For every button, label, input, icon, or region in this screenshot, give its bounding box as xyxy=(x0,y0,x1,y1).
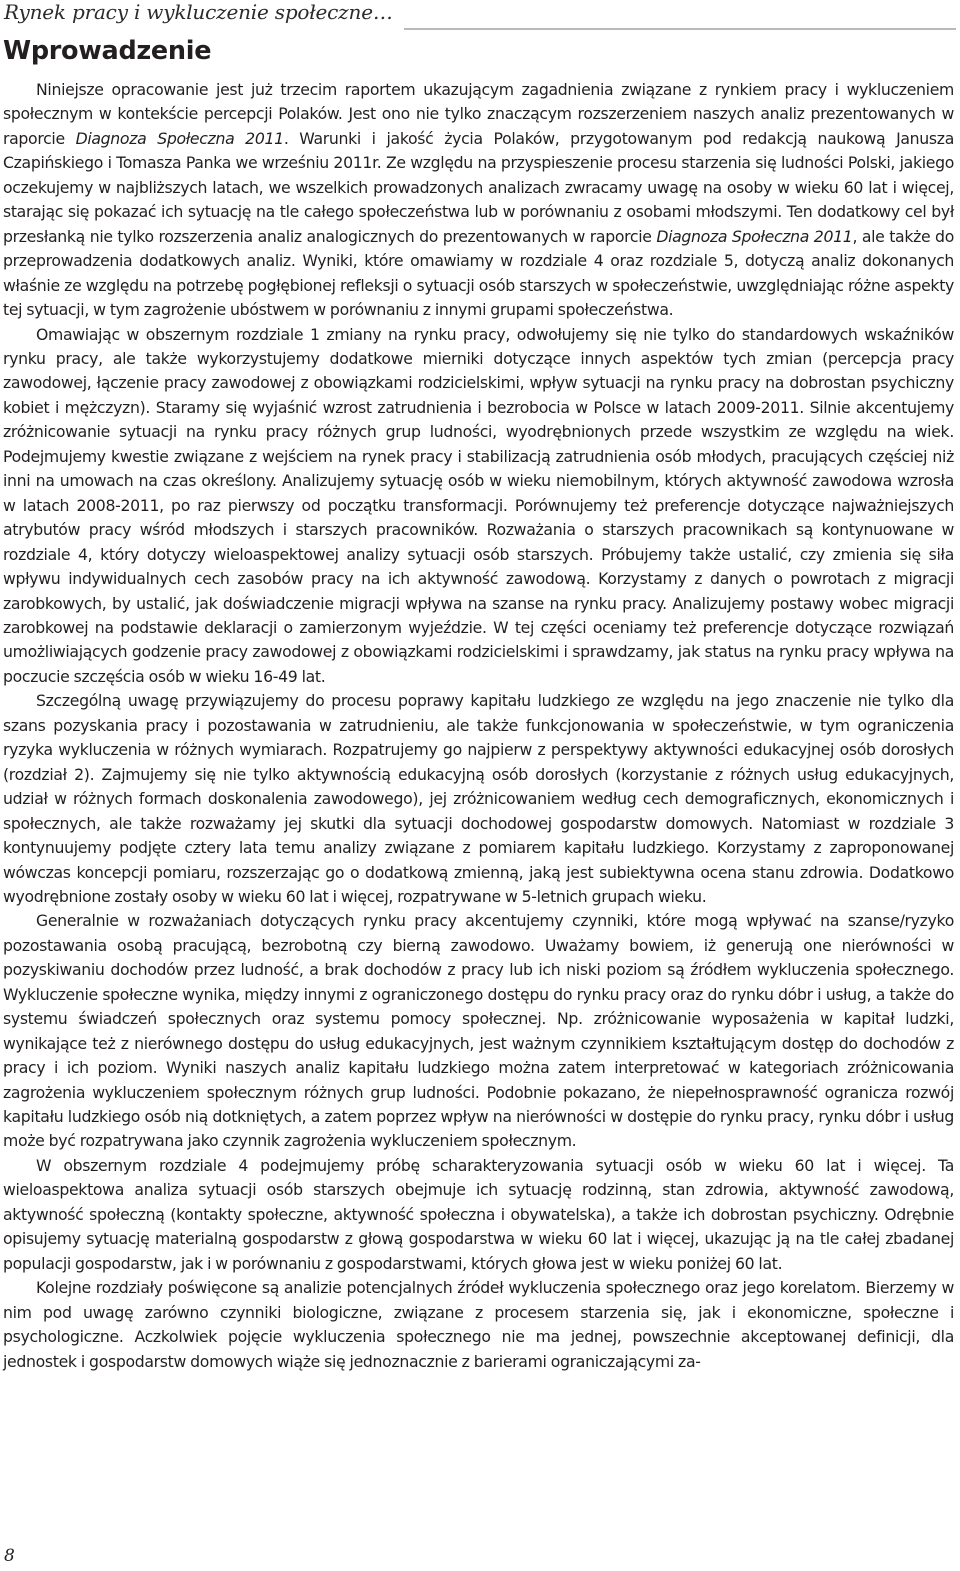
emphasis-title: Diagnoza Społeczna 2011 xyxy=(656,226,853,246)
paragraph xyxy=(3,1154,954,1276)
header-rule xyxy=(404,28,956,30)
paragraph xyxy=(3,1276,954,1374)
text-run: Kolejne rozdziały poświęcone są analizie potencjalnych źródeł wykluczenia społecznego oraz jego korelatom. Bierzemy w nim pod uwagę zarówno czynniki biologiczne, związane z procesem starzenia się, jak i ekonomiczne, społeczne i psychologiczne. Aczkolwiek pojęcie wykluczenia społecznego nie ma jednej, powszechnie akceptowanej definicji, dla jednostek i gospodarstw domowych wiąże się jednoznacznie z barierami ograniczającymi za- xyxy=(3,1278,954,1371)
paragraph xyxy=(3,78,954,323)
paragraph xyxy=(3,909,954,1154)
text-run: . Warunki i jakość życia Polaków, przygotowanym pod redakcją naukową Janusza Czapińskiego i Tomasza Panka we wrześniu 2011r. Ze względu na przyspieszenie procesu starzenia się ludności Polski, jakiego oczekujemy w najbliższych latach, we wszelkich prowadzonych analizach zwracamy uwagę na osoby w wieku 60 lat i więcej, starając się pokazać ich sytuację na tle całego społeczeństwa lub w porównaniu z osobami młodszymi. Ten dodatkowy cel był przesłanką nie tylko rozszerzenia analiz analogicznych do prezentowanych w raporcie xyxy=(3,128,954,246)
running-header-title: Rynek pracy i wykluczenie społeczne… xyxy=(4,0,393,24)
text-run: Niniejsze opracowanie jest już trzecim raportem ukazującym zagadnienia związane z rynkiem pracy i wykluczeniem społecznym w kontekście percepcji Polaków. Jest ono nie tylko znaczącym rozszerzeniem naszych analiz prezentowanych w raporcie xyxy=(3,80,954,148)
text-run: , ale także do przeprowadzenia dodatkowych analiz. Wyniki, które omawiamy w rozdziale 4 oraz rozdziale 5, dotyczą analiz dokonanych właśnie ze względu na potrzebę pogłębionej refleksji o sytuacji osób starszych w społeczeństwie, uwzględniając różne aspekty tej sytuacji, w tym zagrożenie ubóstwem w porównaniu z innymi grupami społeczeństwa. xyxy=(3,226,954,320)
text-run: Omawiając w obszernym rozdziale 1 zmiany na rynku pracy, odwołujemy się nie tylko do standardowych wskaźników rynku pracy, ale także wykorzystujemy dodatkowe mierniki dotyczące innych aspektów tych zmian (percepcja pracy zawodowej, łączenie pracy zawodowej z obowiązkami rodzicielskimi, wpływ sytuacji na rynku pracy na dobrostan psychiczny kobiet i mężczyzn). Staramy się wyjaśnić wzrost zatrudnienia i bezrobocia w Polsce w latach 2009-2011. Silnie akcentujemy zróżnicowanie sytuacji na rynku pracy różnych grup ludności, wyodrębnionych przede wszystkim ze względu na wiek. Podejmujemy kwestie związane z wejściem na rynek pracy i stabilizacją zatrudnienia osób młodych, pracujących częściej niż inni na umowach na czas określony. Analizujemy sytuację osób w wieku niemobilnym, których aktywność zawodowa wzrosła w latach 2008-2011, po raz pierwszy od początku transformacji. Porównujemy też preferencje dotyczące najważniejszych atrybutów pracy wśród młodszych i starszych pracowników. Rozważania o starszych pracownikach są kontynuowane w rozdziale 4, który dotyczy wieloaspektowej analizy sytuacji osób starszych. Próbujemy także ustalić, czy zmienia się siła wpływu indywidualnych cech zasobów pracy na ich aktywność zawodową. Korzystamy z danych o powrotach z migracji zarobkowych, by ustalić, jak doświadczenie migracji wpływa na szanse na rynku pracy. Analizujemy postawy wobec migracji zarobkowej na podstawie deklaracji o zamierzonym wyjeździe. W tej części oceniamy też preferencje dotyczące rozwiązań umożliwiających godzenie pracy zawodowej z obowiązkami rodzicielskimi i sprawdzamy, jak status na rynku pracy wpływa na poczucie szczęścia osób w wieku 16-49 lat. xyxy=(3,324,954,686)
emphasis-title: Diagnoza Społeczna 2011 xyxy=(75,128,284,148)
paragraph xyxy=(3,689,954,909)
page-number: 8 xyxy=(4,1546,15,1566)
body-text xyxy=(3,78,954,1374)
text-run: W obszernym rozdziale 4 podejmujemy próbę scharakteryzowania sytuacji osób w wieku 60 lat i więcej. Ta wieloaspektowa analiza sytuacji osób starszych obejmuje ich sytuację rodzinną, stan zdrowia, aktywność zawodową, aktywność społeczną (kontakty społeczne, aktywność społeczna i obywatelska), a także ich dobrostan psychiczny. Odrębnie opisujemy sytuację materialną gospodarstw z głową gospodarstwa w wieku 60 lat i więcej, ukazując ją na tle całej zbadanej populacji gospodarstw, jak i w porównaniu z gospodarstwami, których głowa jest w wieku poniżej 60 lat. xyxy=(3,1155,954,1273)
section-title: Wprowadzenie xyxy=(3,36,212,66)
paragraph xyxy=(3,323,954,690)
text-run: Generalnie w rozważaniach dotyczących rynku pracy akcentujemy czynniki, które mogą wpływać na szanse/ryzyko pozostawania osobą pracującą, bezrobotną czy bierną zawodowo. Uważamy bowiem, iż generują one nierówności w pozyskiwaniu dochodów przez ludność, a brak dochodów z pracy lub ich niski poziom są źródłem wykluczenia społecznego. Wykluczenie społeczne wynika, między innymi z ograniczonego dostępu do rynku pracy oraz do rynku dóbr i usług, a także do systemu świadczeń społecznych oraz systemu pomocy społecznej. Np. zróżnicowanie wyposażenia w kapitał ludzki, wynikające też z nierównego dostępu do usług edukacyjnych, jest ważnym czynnikiem kształtującym dostęp do dochodów z pracy i ich poziom. Wyniki naszych analiz kapitału ludzkiego można zatem interpretować w kategoriach zróżnicowania zagrożenia wykluczeniem społecznym różnych grup ludności. Podobnie pokazano, że niepełnosprawność ogranicza rozwój kapitału ludzkiego osób nią dotkniętych, a zatem poprzez wpływ na nierówności w dostępie do rynku pracy, rynku dóbr i usług może być rozpatrywana jako czynnik zagrożenia wykluczeniem społecznym. xyxy=(3,911,954,1151)
text-run: Szczególną uwagę przywiązujemy do procesu poprawy kapitału ludzkiego ze względu na jego znaczenie nie tylko dla szans pozyskania pracy i pozostawania w zatrudnieniu, ale także funkcjonowania w społeczeństwie, w tym ograniczenia ryzyka wykluczenia w różnych wymiarach. Rozpatrujemy go najpierw z perspektywy aktywności edukacyjnej osób dorosłych (rozdział 2). Zajmujemy się nie tylko aktywnością edukacyjną osób dorosłych (korzystanie z różnych usług edukacyjnych, udział w różnych formach doskonalenia zawodowego), jej zróżnicowaniem według cech demograficznych, ekonomicznych i społecznych, ale także rozważamy jej skutki dla sytuacji dochodowej gospodarstw domowych. Natomiast w rozdziale 3 kontynuujemy podjęte cztery lata temu analizy związane z pomiarem kapitału ludzkiego. Korzystamy z zaproponowanej wówczas koncepcji pomiaru, rozszerzając go o dodatkową zmienną, jaką jest subiektywna ocena stanu zdrowia. Dodatkowo wyodrębnione zostały osoby w wieku 60 lat i więcej, rozpatrywane w 5-letnich grupach wieku. xyxy=(3,691,954,906)
